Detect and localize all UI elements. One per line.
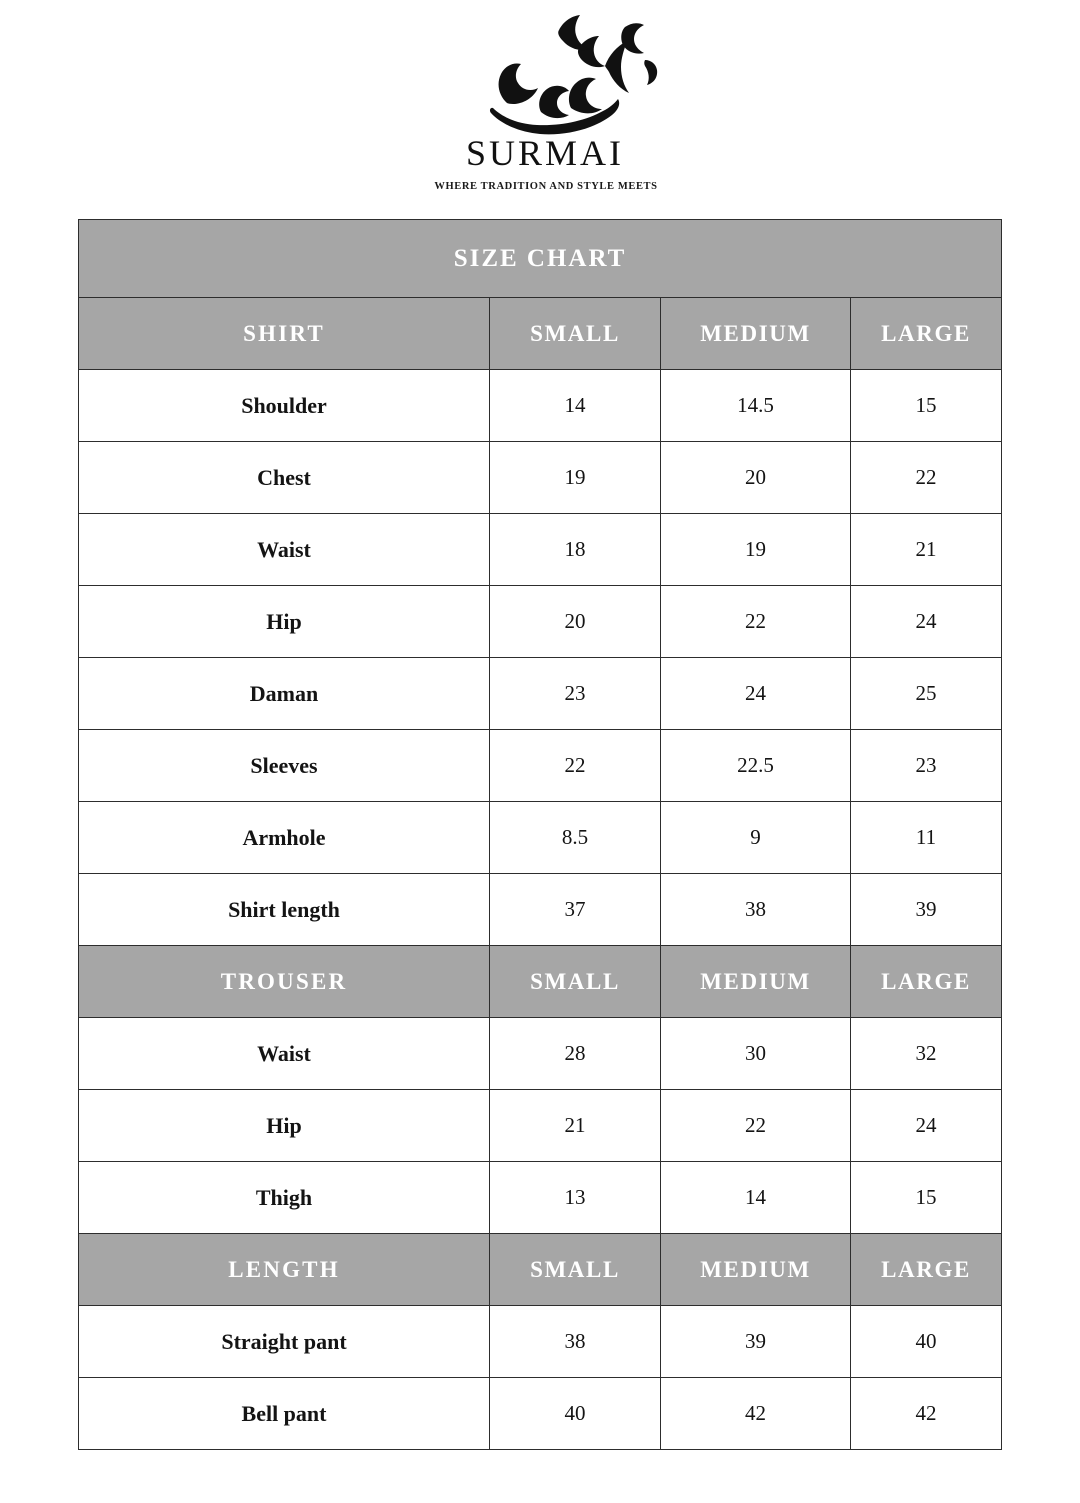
- cell-value: 18: [490, 514, 661, 586]
- row-label: Shoulder: [79, 370, 490, 442]
- table-row: [79, 802, 1002, 874]
- size-chart-table-wrapper: [78, 219, 1001, 1450]
- row-label: Chest: [79, 442, 490, 514]
- table-row: [79, 586, 1002, 658]
- cell-value: 37: [490, 874, 661, 946]
- group-label-trouser: TROUSER: [79, 946, 490, 1018]
- cell-value: 8.5: [490, 802, 661, 874]
- cell-value: 19: [661, 514, 851, 586]
- page-title: SIZE CHART: [79, 220, 1002, 298]
- column-header-large: LARGE: [851, 1234, 1002, 1306]
- cell-value: 42: [661, 1378, 851, 1450]
- row-label: Daman: [79, 658, 490, 730]
- cell-value: 14: [490, 370, 661, 442]
- cell-value: 38: [490, 1306, 661, 1378]
- row-label: Straight pant: [79, 1306, 490, 1378]
- table-title-row: [79, 220, 1002, 298]
- column-header-small: SMALL: [490, 298, 661, 370]
- cell-value: 22: [661, 586, 851, 658]
- cell-value: 20: [490, 586, 661, 658]
- column-header-medium: MEDIUM: [661, 298, 851, 370]
- table-row: [79, 1378, 1002, 1450]
- table-group-header-row: [79, 1234, 1002, 1306]
- cell-value: 21: [490, 1090, 661, 1162]
- table-row: [79, 442, 1002, 514]
- cell-value: 39: [661, 1306, 851, 1378]
- column-header-medium: MEDIUM: [661, 946, 851, 1018]
- cell-value: 14: [661, 1162, 851, 1234]
- table-row: [79, 1018, 1002, 1090]
- row-label: Shirt length: [79, 874, 490, 946]
- cell-value: 39: [851, 874, 1002, 946]
- column-header-small: SMALL: [490, 1234, 661, 1306]
- cell-value: 40: [490, 1378, 661, 1450]
- cell-value: 24: [851, 1090, 1002, 1162]
- table-row: [79, 514, 1002, 586]
- cell-value: 21: [851, 514, 1002, 586]
- cell-value: 9: [661, 802, 851, 874]
- cell-value: 28: [490, 1018, 661, 1090]
- column-header-large: LARGE: [851, 946, 1002, 1018]
- size-chart-table: [78, 219, 1002, 1450]
- table-row: [79, 1162, 1002, 1234]
- cell-value: 25: [851, 658, 1002, 730]
- cell-value: 32: [851, 1018, 1002, 1090]
- brand-tagline: WHERE TRADITION AND STYLE MEETS: [434, 181, 658, 192]
- cell-value: 15: [851, 1162, 1002, 1234]
- surmai-calligraphy-logo-icon: [395, 8, 695, 148]
- cell-value: 14.5: [661, 370, 851, 442]
- table-row: [79, 1306, 1002, 1378]
- cell-value: 22: [490, 730, 661, 802]
- cell-value: 23: [490, 658, 661, 730]
- cell-value: 24: [851, 586, 1002, 658]
- cell-value: 40: [851, 1306, 1002, 1378]
- row-label: Sleeves: [79, 730, 490, 802]
- cell-value: 24: [661, 658, 851, 730]
- cell-value: 30: [661, 1018, 851, 1090]
- cell-value: 22: [851, 442, 1002, 514]
- row-label: Waist: [79, 1018, 490, 1090]
- brand-name: SURMAI: [465, 133, 625, 173]
- cell-value: 22.5: [661, 730, 851, 802]
- cell-value: 22: [661, 1090, 851, 1162]
- row-label: Waist: [79, 514, 490, 586]
- cell-value: 19: [490, 442, 661, 514]
- table-group-header-row: [79, 298, 1002, 370]
- cell-value: 38: [661, 874, 851, 946]
- column-header-small: SMALL: [490, 946, 661, 1018]
- cell-value: 15: [851, 370, 1002, 442]
- group-label-shirt: SHIRT: [79, 298, 490, 370]
- cell-value: 42: [851, 1378, 1002, 1450]
- table-row: [79, 874, 1002, 946]
- row-label: Thigh: [79, 1162, 490, 1234]
- table-row: [79, 658, 1002, 730]
- column-header-large: LARGE: [851, 298, 1002, 370]
- cell-value: 11: [851, 802, 1002, 874]
- table-row: [79, 730, 1002, 802]
- row-label: Armhole: [79, 802, 490, 874]
- row-label: Hip: [79, 1090, 490, 1162]
- cell-value: 20: [661, 442, 851, 514]
- table-group-header-row: [79, 946, 1002, 1018]
- column-header-medium: MEDIUM: [661, 1234, 851, 1306]
- cell-value: 13: [490, 1162, 661, 1234]
- table-row: [79, 1090, 1002, 1162]
- cell-value: 23: [851, 730, 1002, 802]
- brand-header: [0, 0, 1080, 192]
- table-row: [79, 370, 1002, 442]
- group-label-length: LENGTH: [79, 1234, 490, 1306]
- row-label: Bell pant: [79, 1378, 490, 1450]
- row-label: Hip: [79, 586, 490, 658]
